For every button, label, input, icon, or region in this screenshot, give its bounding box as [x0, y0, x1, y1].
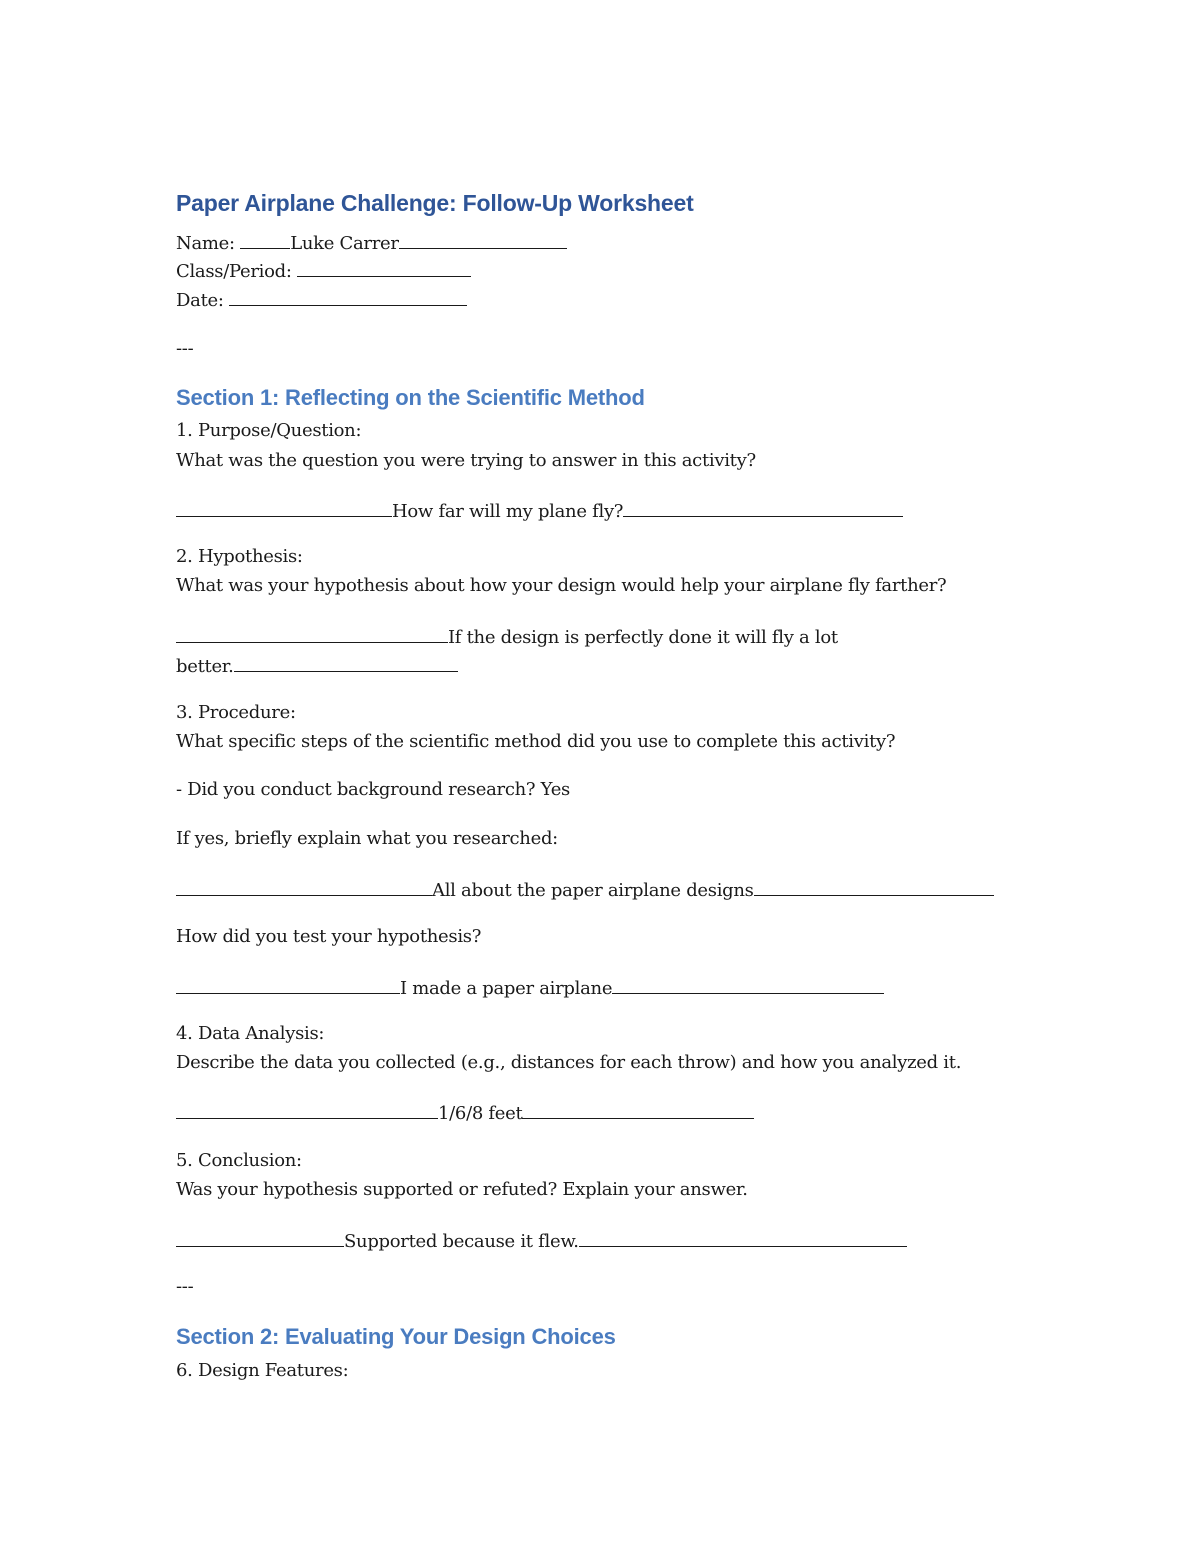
- date-label: Date:: [176, 290, 224, 311]
- q5-answer: Supported because it flew.: [344, 1231, 579, 1252]
- q2-answer-part-1: If the design is perfectly done it will fly a lot: [448, 627, 838, 648]
- q4-answer: 1/6/8 feet: [438, 1103, 523, 1124]
- date-field: [176, 287, 467, 312]
- q1-title: 1. Purpose/Question:: [176, 420, 362, 441]
- class-period-label: Class/Period:: [176, 261, 292, 282]
- section-2-heading: Section 2: Evaluating Your Design Choices: [176, 1324, 616, 1349]
- q2-answer-part-2: better.: [176, 656, 234, 677]
- q5-prompt: Was your hypothesis supported or refuted? Explain your answer.: [176, 1179, 748, 1200]
- q4-title: 4. Data Analysis:: [176, 1023, 325, 1044]
- section-1-heading: Section 1: Reflecting on the Scientific Method: [176, 385, 645, 410]
- q2-answer-line-2: [176, 653, 458, 678]
- q3-test-answer: I made a paper airplane: [400, 978, 613, 999]
- q3-prompt: What specific steps of the scientific method did you use to complete this activity?: [176, 731, 896, 752]
- q3-title: 3. Procedure:: [176, 702, 296, 723]
- name-field: [176, 230, 567, 255]
- q2-answer-line-1: [176, 624, 838, 649]
- q2-title: 2. Hypothesis:: [176, 546, 303, 567]
- q3-research-answer-line: [176, 877, 994, 902]
- q3-research-prompt: If yes, briefly explain what you researched:: [176, 828, 558, 849]
- name-value: Luke Carrer: [290, 233, 399, 254]
- q1-answer: How far will my plane fly?: [392, 501, 624, 522]
- q1-prompt: What was the question you were trying to answer in this activity?: [176, 450, 756, 471]
- q3-research-question: - Did you conduct background research? Yes: [176, 779, 570, 800]
- separator: ---: [176, 338, 194, 359]
- q1-answer-line: [176, 498, 903, 523]
- worksheet-title: Paper Airplane Challenge: Follow-Up Worksheet: [176, 190, 694, 216]
- q4-answer-line: [176, 1100, 754, 1125]
- name-label: Name:: [176, 233, 235, 254]
- q2-prompt: What was your hypothesis about how your design would help your airplane fly farther?: [176, 575, 947, 596]
- q6-title: 6. Design Features:: [176, 1360, 349, 1381]
- q5-answer-line: [176, 1228, 907, 1253]
- q3-test-answer-line: [176, 975, 884, 1000]
- q3-research-answer: All about the paper airplane designs: [432, 880, 754, 901]
- separator: ---: [176, 1276, 194, 1297]
- q4-prompt: Describe the data you collected (e.g., distances for each throw) and how you analyzed it.: [176, 1052, 962, 1073]
- class-period-field: [176, 258, 471, 283]
- q3-test-prompt: How did you test your hypothesis?: [176, 926, 482, 947]
- q5-title: 5. Conclusion:: [176, 1150, 302, 1171]
